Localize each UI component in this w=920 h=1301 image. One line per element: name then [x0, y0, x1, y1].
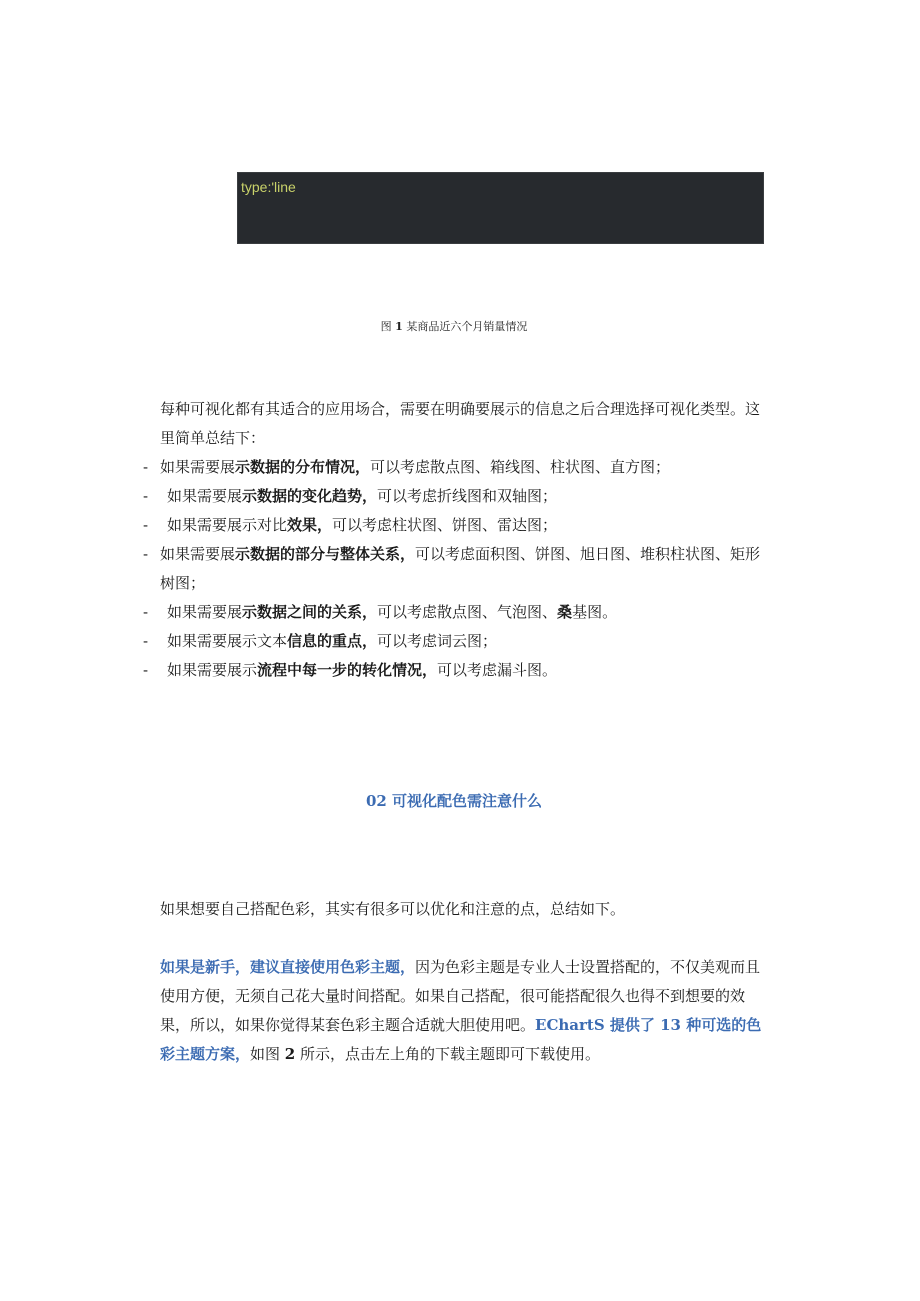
list-item [143, 656, 773, 685]
list-text: 如果需要展 [167, 603, 243, 621]
figure-ref-number: 2 [284, 1045, 296, 1063]
list-text: 可以考虑散点图、气泡图、 [377, 603, 558, 621]
list-text: 如果需要展 [167, 487, 243, 505]
chart-type-list [143, 453, 773, 685]
list-bold: 示数据的分布情况， [235, 458, 371, 476]
list-text: 如果需要展示 [167, 661, 258, 679]
list-bold: 示数据的部分与整体关系， [235, 545, 416, 563]
list-item [143, 598, 773, 627]
highlight-echarts: EChartS 提供了 13 种可选的色彩主题方案， [160, 1016, 762, 1063]
list-bold: 效果， [287, 516, 333, 534]
list-text: 如果需要展示文本 [167, 632, 288, 650]
code-block [237, 172, 764, 244]
color-theme-paragraph [160, 953, 770, 1069]
list-dash: - [143, 487, 149, 505]
list-bold: 示数据的变化趋势， [242, 487, 378, 505]
list-dash: - [143, 661, 149, 679]
list-item [143, 453, 773, 482]
color-intro-paragraph: 如果想要自己搭配色彩，其实有很多可以优化和注意的点，总结如下。 [160, 900, 626, 918]
list-text: 可以考虑散点图、箱线图、柱状图、直方图； [370, 458, 671, 476]
code-text: type:'line [241, 179, 296, 195]
highlight-beginner: 如果是新手，建议直接使用色彩主题， [160, 958, 416, 976]
list-item [143, 627, 773, 656]
list-text: 可以考虑面积图、饼图、旭日图、堆积柱状图、矩形树图； [160, 545, 761, 592]
list-bold: 桑 [557, 603, 573, 621]
list-text: 可以考虑柱状图、饼图、雷达图； [332, 516, 558, 534]
section-heading: 02 可视化配色需注意什么 [365, 792, 543, 810]
list-dash: - [143, 458, 149, 476]
list-bold: 示数据之间的关系， [242, 603, 378, 621]
caption-text: 某商品近六个月销量情况 [406, 320, 528, 333]
list-text: 如果需要展 [160, 545, 236, 563]
caption-number: 1 [395, 320, 403, 333]
paragraph-text: 如图 [250, 1045, 285, 1063]
list-item [143, 511, 773, 540]
list-text: 可以考虑漏斗图。 [437, 661, 558, 679]
list-item [143, 482, 773, 511]
list-dash: - [143, 632, 149, 650]
figure-caption [0, 318, 908, 334]
list-dash: - [143, 516, 149, 534]
list-bold: 流程中每一步的转化情况， [257, 661, 438, 679]
list-text: 可以考虑折线图和双轴图； [377, 487, 558, 505]
paragraph-text: 所示，点击左上角的下载主题即可下载使用。 [295, 1045, 601, 1063]
list-dash: - [143, 545, 149, 563]
list-text: 基图。 [572, 603, 618, 621]
list-text: 如果需要展示对比 [167, 516, 288, 534]
caption-prefix: 图 [380, 320, 392, 333]
list-dash: - [143, 603, 149, 621]
paragraph-text: 因为色彩主题是专业人士设置搭配的，不仅美观而且使用方便，无须自己花大量时间搭配。如果自己搭配，很可能搭配很久也得不到想要的效果，所以，如果你觉得某套色彩主题合适就大胆使用吧。 [160, 958, 761, 1034]
list-text: 如果需要展 [160, 458, 236, 476]
list-item [143, 540, 773, 598]
list-bold: 信息的重点， [287, 632, 378, 650]
intro-paragraph: 每种可视化都有其适合的应用场合，需要在明确要展示的信息之后合理选择可视化类型。这里简单总结下： [160, 400, 761, 447]
list-text: 可以考虑词云图； [377, 632, 498, 650]
